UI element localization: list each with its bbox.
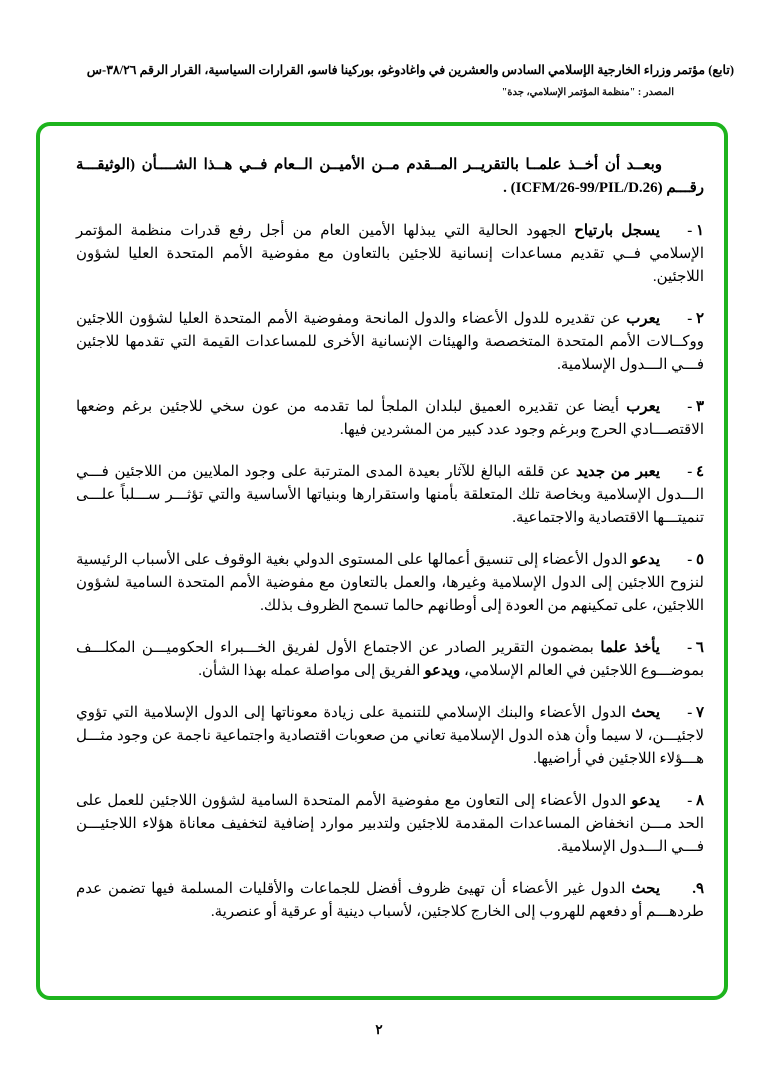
text-segment: الدول الأعضاء إلى تنسيق أعمالها على المستوى الدولي بغية الوقوف على الأسباب الرئيسية لنزوح اللاجئين إلى الدول الإسلامية وغيرها، والعمل بالتعاون مع مفوضية الأمم المتحدة السامية لشؤون اللاجئين، على تمكينهم من العودة إلى أوطانهم حالما تسمح الظروف بذلك.: [76, 552, 704, 614]
item-number: ٣ -: [687, 399, 704, 415]
source-line: المصدر : "منظمة المؤتمر الإسلامي، جدة": [501, 87, 674, 98]
item-number: ١ -: [687, 223, 704, 239]
text-segment: يعبر من جديد: [575, 464, 660, 480]
item-text: [76, 793, 704, 855]
list-item: [76, 220, 704, 289]
item-number: ٩.: [692, 881, 704, 897]
document-reference: (ICFM/26-99/PIL/D.26): [510, 180, 663, 196]
text-segment: .: [503, 180, 511, 196]
item-text: [76, 705, 704, 767]
document-header: [0, 0, 758, 98]
text-segment: يدعو: [631, 793, 660, 809]
text-segment: وبعــد أن أخــذ علمــا بالتقريــر المــقدم مــن الأميــن الــعام فــي هــذا الشــــأن (الوثيقـــة رقـــم: [76, 157, 704, 196]
text-segment: يحث: [631, 705, 660, 721]
text-segment: يحث: [631, 881, 660, 897]
text-segment: الدول الأعضاء إلى التعاون مع مفوضية الأمم المتحدة السامية لشؤون اللاجئين للعمل على الحد مـــن انخفاض المساعدات المقدمة للاجئين ولتدبير موارد إضافية لتخفيف معاناة هؤلاء اللاجئيـــن فـــي الـــدول الإسلامية.: [76, 793, 704, 855]
item-number: ٨ -: [687, 793, 704, 809]
intro-paragraph: [76, 154, 704, 200]
text-segment: يعرب: [626, 399, 660, 415]
item-number: ٥ -: [687, 552, 704, 568]
text-segment: يأخذ علما: [600, 640, 660, 656]
item-text: [76, 311, 704, 373]
item-text: [76, 464, 704, 526]
list-item: [76, 396, 704, 442]
item-text: [76, 552, 704, 614]
text-segment: أيضا عن تقديره العميق لبلدان الملجأ لما تقدمه من عون سخي للاجئين برغم وضعها الاقتصـــادي الحرج وبرغم وجود عدد كبير من المشردين فيها.: [76, 399, 704, 438]
content-frame: [36, 122, 728, 1000]
list-item: [76, 790, 704, 859]
text-segment: يدعو: [631, 552, 660, 568]
text-segment: عن قلقه البالغ للآثار بعيدة المدى المترتبة على وجود الملايين من اللاجئين فـــي الـــدول الإسلامية وبخاصة تلك المتعلقة بأمنها واستقرارها وبنياتها الأساسية والتي تؤثـــر ســـلباً علـــى تنميتـــها الاقتصادية والاجتماعية.: [76, 464, 704, 526]
item-number: ٧ -: [687, 705, 704, 721]
text-segment: عن تقديره للدول الأعضاء والدول المانحة ومفوضية الأمم المتحدة العليا لشؤون اللاجئين ووكــالات الأمم المتحدة المتخصصة والهيئات الإنسانية الأخرى للمساعدات القيمة التي تقدمها للاجئين فـــي الـــدول الإسلامية.: [76, 311, 704, 373]
list-item: [76, 637, 704, 683]
text-segment: الفريق إلى مواصلة عمله بهذا الشأن.: [198, 663, 425, 679]
text-segment: ويدعو: [424, 663, 461, 679]
text-segment: بمضمون التقرير الصادر عن الاجتماع الأول لفريق الخـــبراء الحكوميـــن المكلـــف بموضـــوع اللاجئين في العالم الإسلامي،: [76, 640, 704, 679]
text-segment: الدول غير الأعضاء أن تهيئ ظروف أفضل للجماعات والأقليات المسلمة فيها تضمن عدم طردهـــم أو دفعهم للهروب إلى الخارج كلاجئين، لأسباب دينية أو عرقية أو عنصرية.: [76, 881, 704, 920]
list-item: [76, 308, 704, 377]
item-text: [76, 399, 704, 438]
list-item: [76, 702, 704, 771]
item-number: ٦ -: [687, 640, 704, 656]
item-number: ٤ -: [687, 464, 704, 480]
text-segment: يسجل بارتياح: [574, 223, 660, 239]
item-text: [76, 640, 704, 679]
item-text: [76, 881, 704, 920]
list-item: [76, 461, 704, 530]
resolution-items: [76, 220, 704, 924]
page-number: ٢: [375, 1022, 383, 1037]
text-segment: يعرب: [626, 311, 660, 327]
item-number: ٢ -: [687, 311, 704, 327]
text-segment: الجهود الحالية التي يبذلها الأمين العام من أجل رفع قدرات منظمة المؤتمر الإسلامي فــي تقديم مساعدات إنسانية للاجئين بالتعاون مع مفوضية الأمم المتحدة العليا لشؤون اللاجئين.: [76, 223, 704, 285]
list-item: [76, 549, 704, 618]
item-text: [76, 223, 704, 285]
text-segment: الدول الأعضاء والبنك الإسلامي للتنمية على زيادة معوناتها إلى الدول الإسلامية التي تؤوي لاجئيـــن، لا سيما وأن هذه الدول الإسلامية تعاني من صعوبات اقتصادية واجتماعية ناجمة عن وجود مثـــل هـــؤلاء اللاجئين في أراضيها.: [76, 705, 704, 767]
list-item: [76, 878, 704, 924]
header-title: (تابع) مؤتمر وزراء الخارجية الإسلامي السادس والعشرين في واغادوغو، بوركينا فاسو، القرارات السياسية، القرار الرقم ٣٨/٢٦-س: [86, 63, 734, 77]
